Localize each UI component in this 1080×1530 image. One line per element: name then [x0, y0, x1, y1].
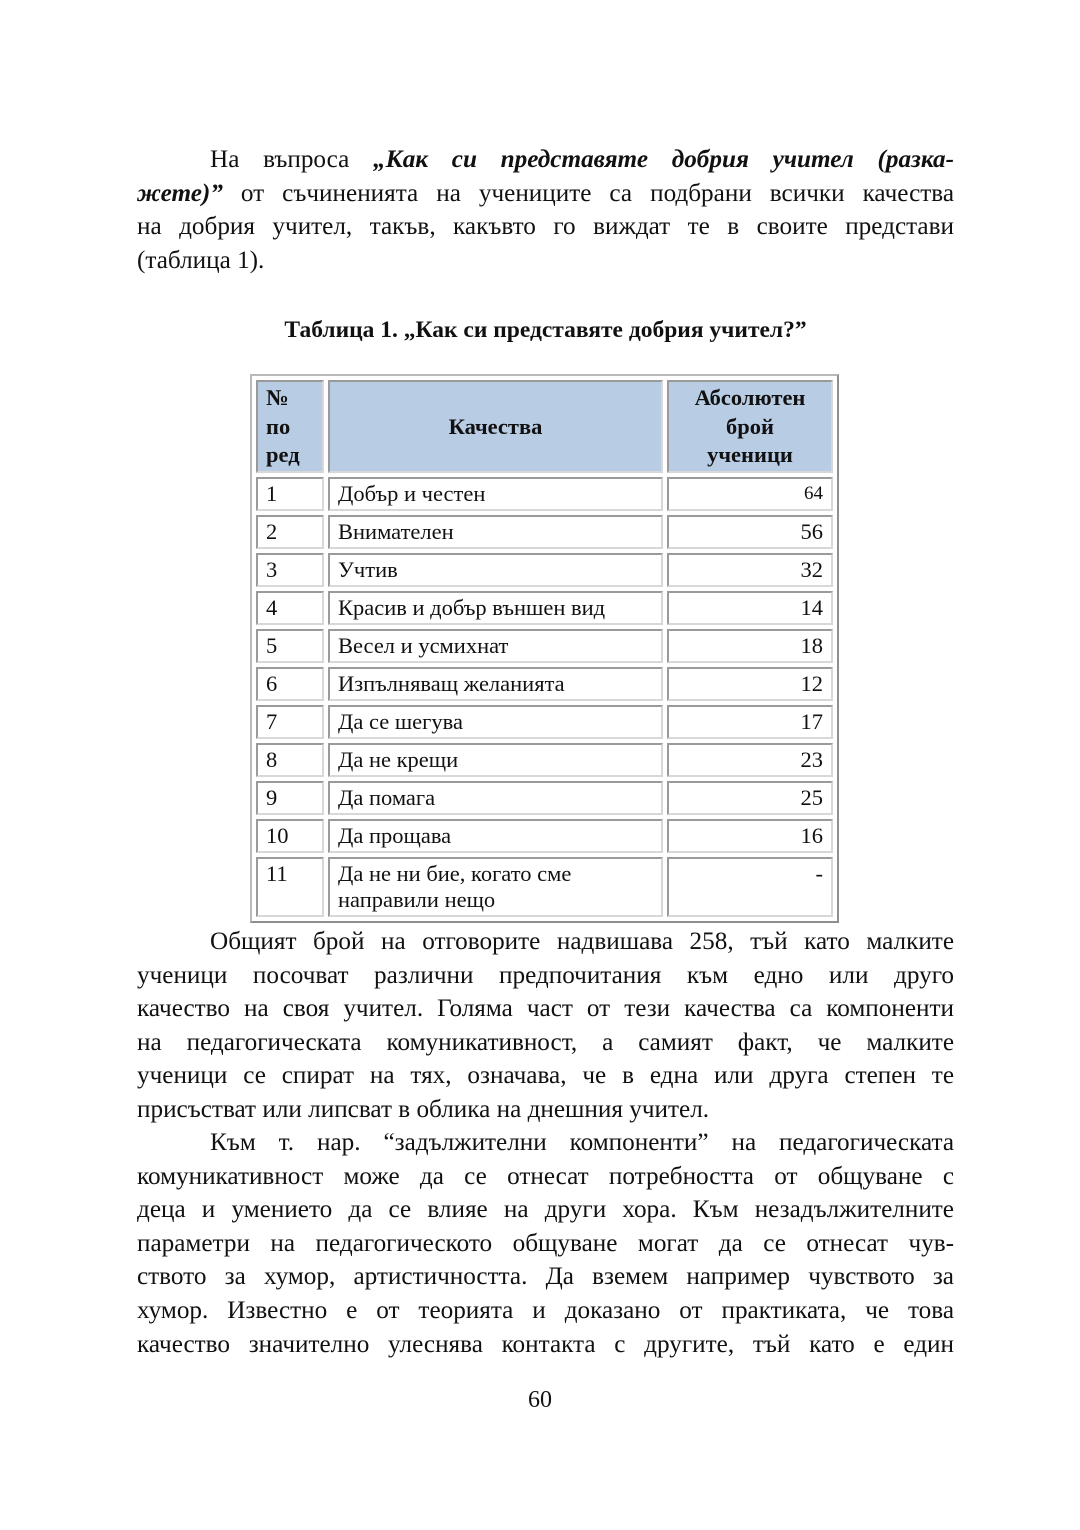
- row-quality: Да помага: [328, 781, 663, 815]
- row-count: 64: [667, 477, 833, 511]
- row-quality: Весел и усмихнат: [328, 629, 663, 663]
- header-quality: Качества: [328, 380, 663, 473]
- header-number: [256, 380, 324, 473]
- components-line: комуникативност може да се отнесат потребността от общуване с: [137, 1162, 954, 1190]
- components-paragraph: [137, 1126, 954, 1361]
- row-number: 6: [256, 667, 324, 701]
- row-count: 14: [667, 591, 833, 625]
- row-count: 12: [667, 667, 833, 701]
- components-line: параметри на педагогическото общуване могат да се отнесат чув-: [137, 1229, 954, 1257]
- components-line: Към т. нар. “задължителни компоненти” на педагогическата: [210, 1129, 954, 1156]
- components-line: хумор. Известно е от теорията и доказано от практиката, че това: [137, 1296, 954, 1324]
- components-line: ството за хумор, артистичността. Да вземем например чувството за: [137, 1263, 954, 1291]
- header-number-line-3: ред: [266, 442, 300, 467]
- table-row: [256, 857, 833, 917]
- header-count-line-2: брой: [726, 413, 774, 439]
- intro-question-part-1: „Как си представяте добрия учител (разка-: [373, 146, 954, 173]
- summary-line: ученици посочват различни предпочитания към едно или друго: [137, 961, 954, 989]
- intro-line-2: [137, 177, 954, 211]
- header-count-line-1: Абсолютен: [694, 385, 806, 410]
- row-quality: Красив и добър външен вид: [328, 591, 663, 625]
- row-number: 7: [256, 705, 324, 739]
- table-row: [256, 591, 833, 625]
- header-number-line-1: №: [266, 385, 289, 410]
- summary-line: качество на своя учител. Голяма част от тези качества са компоненти: [137, 995, 954, 1023]
- row-quality: Добър и честен: [328, 477, 663, 511]
- summary-line: Общият брой на отговорите надвишава 258, тъй като малките: [210, 928, 954, 955]
- row-count: 16: [667, 819, 833, 853]
- intro-line-1: [137, 143, 954, 177]
- page-number: 60: [528, 1387, 552, 1413]
- row-quality: Да не крещи: [328, 743, 663, 777]
- table-row: [256, 629, 833, 663]
- components-line: качество значително улеснява контакта с другите, тъй като е един: [137, 1330, 954, 1358]
- row-number: 4: [256, 591, 324, 625]
- intro-line-3: на добрия учител, такъв, какъвто го виждат те в своите представи: [137, 213, 954, 241]
- table-row: [256, 477, 833, 511]
- header-count-line-3: ученици: [707, 442, 793, 467]
- intro-line-2-text: от съчиненията на учениците са подбрани всички качества: [222, 179, 954, 207]
- row-quality-line-2: направили нещо: [338, 886, 496, 912]
- intro-paragraph: [137, 143, 954, 277]
- row-number: 8: [256, 743, 324, 777]
- row-count: -: [667, 857, 833, 917]
- intro-lead-text: На въпроса: [210, 146, 374, 173]
- components-line: деца и умението да се влияе на други хора. Към незадължителните: [137, 1196, 954, 1224]
- row-count: 23: [667, 743, 833, 777]
- row-quality: Да се шегува: [328, 705, 663, 739]
- row-number: 2: [256, 515, 324, 549]
- row-number: 1: [256, 477, 324, 511]
- table-row: [256, 743, 833, 777]
- row-count: 56: [667, 515, 833, 549]
- table-row: [256, 515, 833, 549]
- table-row: [256, 705, 833, 739]
- table-row: [256, 819, 833, 853]
- row-count: 17: [667, 705, 833, 739]
- table-row: [256, 667, 833, 701]
- row-count: 32: [667, 553, 833, 587]
- row-quality-line-1: Да не ни бие, когато сме: [338, 860, 572, 886]
- table-header-row: [256, 380, 833, 473]
- summary-line: ученици се спират на тях, означава, че в една или друга степен те: [137, 1062, 954, 1090]
- header-number-line-2: по: [266, 413, 291, 439]
- summary-line: присъстват или липсват в облика на днешния учител.: [137, 1095, 710, 1123]
- row-number: 9: [256, 781, 324, 815]
- qualities-table: [250, 374, 839, 923]
- row-count: 18: [667, 629, 833, 663]
- header-count: [667, 380, 833, 473]
- intro-question-part-2: жете)”: [137, 179, 223, 207]
- summary-paragraph: [137, 925, 954, 1127]
- table-caption: Таблица 1. „Как си представяте добрия учител?”: [284, 317, 807, 343]
- row-number: 3: [256, 553, 324, 587]
- intro-line-4: (таблица 1).: [137, 246, 265, 274]
- row-number: 5: [256, 629, 324, 663]
- row-quality: Внимателен: [328, 515, 663, 549]
- row-quality: Учтив: [328, 553, 663, 587]
- table-row: [256, 553, 833, 587]
- row-quality: [328, 857, 663, 917]
- row-number: 10: [256, 819, 324, 853]
- row-number: 11: [256, 857, 324, 917]
- summary-line: на педагогическата комуникативност, а самият факт, че малките: [137, 1028, 954, 1056]
- table-row: [256, 781, 833, 815]
- row-quality: Изпълняващ желанията: [328, 667, 663, 701]
- row-count: 25: [667, 781, 833, 815]
- row-quality: Да прощава: [328, 819, 663, 853]
